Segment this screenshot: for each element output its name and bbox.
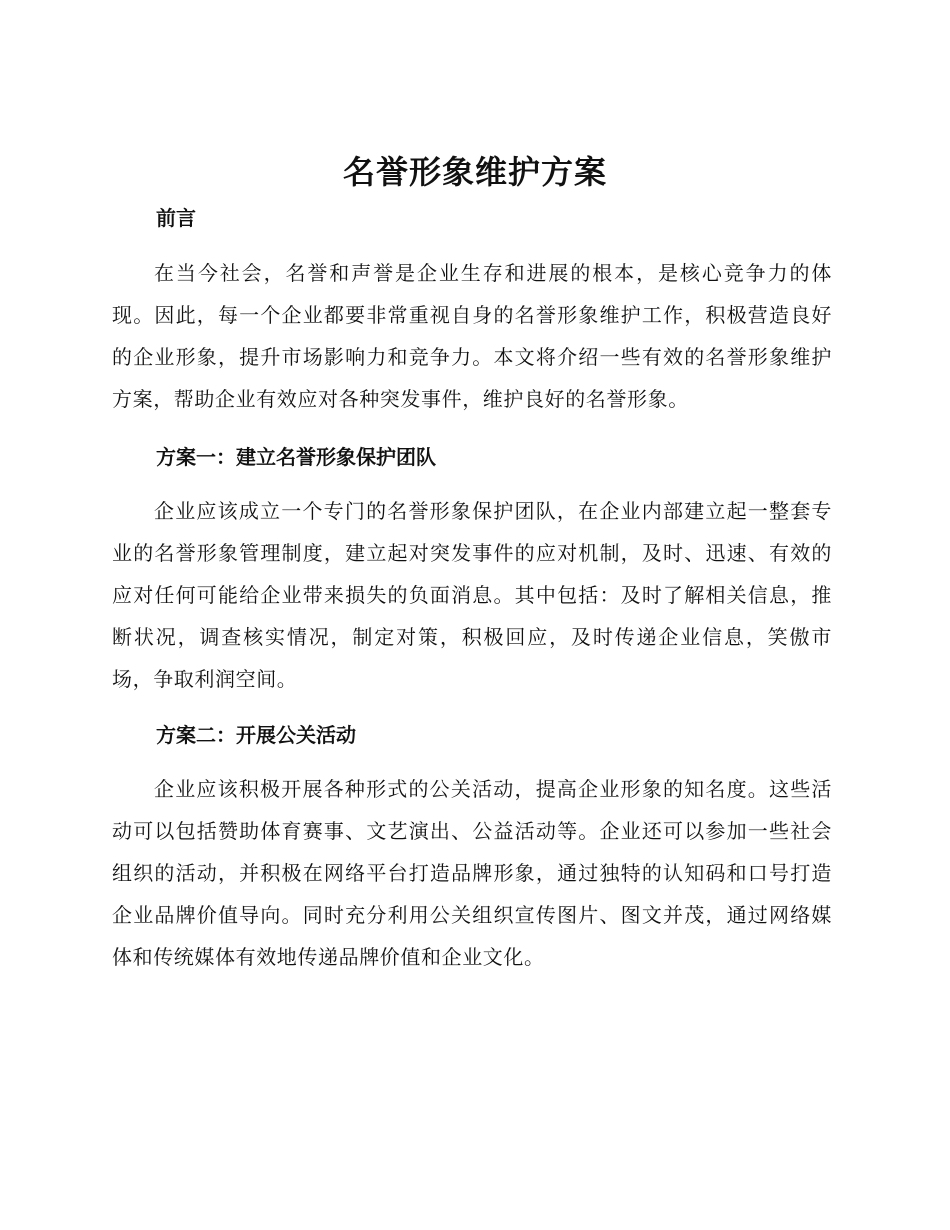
section-body-plan-one: 企业应该成立一个专门的名誉形象保护团队，在企业内部建立起一整套专业的名誉形象管理制度，建立起对突发事件的应对机制，及时、迅速、有效的应对任何可能给企业带来损失的负面消息。其中包括：及时了解相关信息，推断状况，调查核实情况，制定对策，积极回应，及时传递企业信息，笑傲市场，争取利润空间。: [112, 499, 832, 691]
section-heading-plan-one: 方案一：建立名誉形象保护团队: [156, 445, 436, 469]
section-heading-plan-two: 方案二：开展公关活动: [156, 723, 356, 747]
page-title: 名誉形象维护方案: [342, 153, 607, 191]
section-body-plan-two: 企业应该积极开展各种形式的公关活动，提高企业形象的知名度。这些活动可以包括赞助体育赛事、文艺演出、公益活动等。企业还可以参加一些社会组织的活动，并积极在网络平台打造品牌形象，通过独特的认知码和口号打造企业品牌价值导向。同时充分利用公关组织宣传图片、图文并茂，通过网络媒体和传统媒体有效地传递品牌价值和企业文化。: [112, 777, 832, 969]
section-body-preface: 在当今社会，名誉和声誉是企业生存和进展的根本，是核心竞争力的体现。因此，每一个企业都要非常重视自身的名誉形象维护工作，积极营造良好的企业形象，提升市场影响力和竞争力。本文将介绍一些有效的名誉形象维护方案，帮助企业有效应对各种突发事件，维护良好的名誉形象。: [112, 261, 832, 411]
section-heading-preface: 前言: [156, 206, 196, 230]
